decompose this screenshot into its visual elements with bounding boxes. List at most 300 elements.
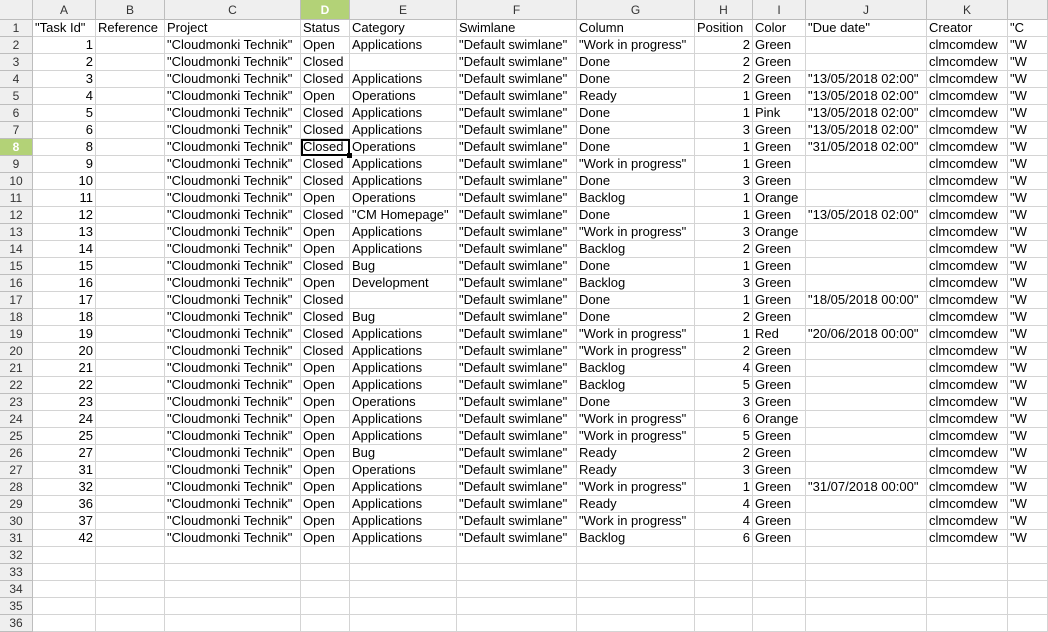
- cell-a10[interactable]: 10: [33, 173, 96, 190]
- cell-g24[interactable]: "Work in progress": [577, 411, 695, 428]
- cell-c19[interactable]: "Cloudmonki Technik": [165, 326, 301, 343]
- cell-k2[interactable]: clmcomdew: [927, 37, 1008, 54]
- cell-e6[interactable]: Applications: [350, 105, 457, 122]
- cell-g16[interactable]: Backlog: [577, 275, 695, 292]
- row-header-3[interactable]: 3: [0, 54, 33, 71]
- cell-c21[interactable]: "Cloudmonki Technik": [165, 360, 301, 377]
- cell-k26[interactable]: clmcomdew: [927, 445, 1008, 462]
- cell-h29[interactable]: 4: [695, 496, 753, 513]
- cell-f9[interactable]: "Default swimlane": [457, 156, 577, 173]
- cell-d10[interactable]: Closed: [301, 173, 350, 190]
- cell-c35[interactable]: [165, 598, 301, 615]
- cell-a20[interactable]: 20: [33, 343, 96, 360]
- cell-e28[interactable]: Applications: [350, 479, 457, 496]
- cell-i10[interactable]: Green: [753, 173, 806, 190]
- cell-f3[interactable]: "Default swimlane": [457, 54, 577, 71]
- cell-j27[interactable]: [806, 462, 927, 479]
- cell-a14[interactable]: 14: [33, 241, 96, 258]
- cell-c20[interactable]: "Cloudmonki Technik": [165, 343, 301, 360]
- cell-g31[interactable]: Backlog: [577, 530, 695, 547]
- row-header-16[interactable]: 16: [0, 275, 33, 292]
- cell-d9[interactable]: Closed: [301, 156, 350, 173]
- cell-l18[interactable]: "W: [1008, 309, 1048, 326]
- cell-l17[interactable]: "W: [1008, 292, 1048, 309]
- cell-d25[interactable]: Open: [301, 428, 350, 445]
- cell-j14[interactable]: [806, 241, 927, 258]
- cell-j18[interactable]: [806, 309, 927, 326]
- cell-h13[interactable]: 3: [695, 224, 753, 241]
- cell-i23[interactable]: Green: [753, 394, 806, 411]
- cell-c16[interactable]: "Cloudmonki Technik": [165, 275, 301, 292]
- cell-f8[interactable]: "Default swimlane": [457, 139, 577, 156]
- cell-a27[interactable]: 31: [33, 462, 96, 479]
- cell-j9[interactable]: [806, 156, 927, 173]
- cell-g12[interactable]: Done: [577, 207, 695, 224]
- cell-g30[interactable]: "Work in progress": [577, 513, 695, 530]
- cell-a3[interactable]: 2: [33, 54, 96, 71]
- cell-k20[interactable]: clmcomdew: [927, 343, 1008, 360]
- cell-i27[interactable]: Green: [753, 462, 806, 479]
- cell-g7[interactable]: Done: [577, 122, 695, 139]
- cell-j19[interactable]: "20/06/2018 00:00": [806, 326, 927, 343]
- cell-k25[interactable]: clmcomdew: [927, 428, 1008, 445]
- cell-j36[interactable]: [806, 615, 927, 632]
- cell-h22[interactable]: 5: [695, 377, 753, 394]
- cell-c12[interactable]: "Cloudmonki Technik": [165, 207, 301, 224]
- cell-h16[interactable]: 3: [695, 275, 753, 292]
- cell-c27[interactable]: "Cloudmonki Technik": [165, 462, 301, 479]
- cell-e12[interactable]: "CM Homepage": [350, 207, 457, 224]
- row-header-5[interactable]: 5: [0, 88, 33, 105]
- cell-c3[interactable]: "Cloudmonki Technik": [165, 54, 301, 71]
- cell-g6[interactable]: Done: [577, 105, 695, 122]
- cell-d3[interactable]: Closed: [301, 54, 350, 71]
- cell-l30[interactable]: "W: [1008, 513, 1048, 530]
- cell-j33[interactable]: [806, 564, 927, 581]
- cell-i13[interactable]: Orange: [753, 224, 806, 241]
- cell-h5[interactable]: 1: [695, 88, 753, 105]
- cell-j12[interactable]: "13/05/2018 02:00": [806, 207, 927, 224]
- cell-b7[interactable]: [96, 122, 165, 139]
- cell-f6[interactable]: "Default swimlane": [457, 105, 577, 122]
- cell-e30[interactable]: Applications: [350, 513, 457, 530]
- cell-b14[interactable]: [96, 241, 165, 258]
- cell-e8[interactable]: Operations: [350, 139, 457, 156]
- cell-l24[interactable]: "W: [1008, 411, 1048, 428]
- cell-j13[interactable]: [806, 224, 927, 241]
- cell-g9[interactable]: "Work in progress": [577, 156, 695, 173]
- cell-h4[interactable]: 2: [695, 71, 753, 88]
- cell-b15[interactable]: [96, 258, 165, 275]
- cell-g17[interactable]: Done: [577, 292, 695, 309]
- cell-l10[interactable]: "W: [1008, 173, 1048, 190]
- cell-b25[interactable]: [96, 428, 165, 445]
- cell-f33[interactable]: [457, 564, 577, 581]
- cell-j10[interactable]: [806, 173, 927, 190]
- cell-i2[interactable]: Green: [753, 37, 806, 54]
- cell-k33[interactable]: [927, 564, 1008, 581]
- cell-a25[interactable]: 25: [33, 428, 96, 445]
- cell-d34[interactable]: [301, 581, 350, 598]
- cell-a28[interactable]: 32: [33, 479, 96, 496]
- cell-b34[interactable]: [96, 581, 165, 598]
- cell-i9[interactable]: Green: [753, 156, 806, 173]
- cell-k17[interactable]: clmcomdew: [927, 292, 1008, 309]
- cell-b30[interactable]: [96, 513, 165, 530]
- cell-j25[interactable]: [806, 428, 927, 445]
- cell-i36[interactable]: [753, 615, 806, 632]
- cell-a2[interactable]: 1: [33, 37, 96, 54]
- cell-d5[interactable]: Open: [301, 88, 350, 105]
- cell-k9[interactable]: clmcomdew: [927, 156, 1008, 173]
- cell-d14[interactable]: Open: [301, 241, 350, 258]
- cell-d21[interactable]: Open: [301, 360, 350, 377]
- cell-k6[interactable]: clmcomdew: [927, 105, 1008, 122]
- cell-d30[interactable]: Open: [301, 513, 350, 530]
- column-header-h[interactable]: H: [695, 0, 753, 20]
- row-header-8[interactable]: 8: [0, 139, 33, 156]
- row-header-27[interactable]: 27: [0, 462, 33, 479]
- row-header-36[interactable]: 36: [0, 615, 33, 632]
- row-header-13[interactable]: 13: [0, 224, 33, 241]
- cell-g32[interactable]: [577, 547, 695, 564]
- cell-l28[interactable]: "W: [1008, 479, 1048, 496]
- cell-b16[interactable]: [96, 275, 165, 292]
- cell-e31[interactable]: Applications: [350, 530, 457, 547]
- cell-l31[interactable]: "W: [1008, 530, 1048, 547]
- cell-e25[interactable]: Applications: [350, 428, 457, 445]
- cell-i26[interactable]: Green: [753, 445, 806, 462]
- cell-f16[interactable]: "Default swimlane": [457, 275, 577, 292]
- cell-d24[interactable]: Open: [301, 411, 350, 428]
- cell-d13[interactable]: Open: [301, 224, 350, 241]
- cell-h27[interactable]: 3: [695, 462, 753, 479]
- cell-d16[interactable]: Open: [301, 275, 350, 292]
- cell-f27[interactable]: "Default swimlane": [457, 462, 577, 479]
- cell-a23[interactable]: 23: [33, 394, 96, 411]
- cell-f12[interactable]: "Default swimlane": [457, 207, 577, 224]
- cell-d23[interactable]: Open: [301, 394, 350, 411]
- row-header-9[interactable]: 9: [0, 156, 33, 173]
- cell-g4[interactable]: Done: [577, 71, 695, 88]
- cell-a8[interactable]: 8: [33, 139, 96, 156]
- cell-b32[interactable]: [96, 547, 165, 564]
- cell-h10[interactable]: 3: [695, 173, 753, 190]
- cell-d22[interactable]: Open: [301, 377, 350, 394]
- column-header-next[interactable]: [1008, 0, 1048, 20]
- cell-f25[interactable]: "Default swimlane": [457, 428, 577, 445]
- cell-g10[interactable]: Done: [577, 173, 695, 190]
- cell-e36[interactable]: [350, 615, 457, 632]
- cell-i12[interactable]: Green: [753, 207, 806, 224]
- cell-h28[interactable]: 1: [695, 479, 753, 496]
- cell-b8[interactable]: [96, 139, 165, 156]
- cell-f32[interactable]: [457, 547, 577, 564]
- cell-c29[interactable]: "Cloudmonki Technik": [165, 496, 301, 513]
- cell-i33[interactable]: [753, 564, 806, 581]
- cell-f20[interactable]: "Default swimlane": [457, 343, 577, 360]
- cell-d31[interactable]: Open: [301, 530, 350, 547]
- cell-b3[interactable]: [96, 54, 165, 71]
- column-header-g[interactable]: G: [577, 0, 695, 20]
- cell-e22[interactable]: Applications: [350, 377, 457, 394]
- cell-f17[interactable]: "Default swimlane": [457, 292, 577, 309]
- cell-c23[interactable]: "Cloudmonki Technik": [165, 394, 301, 411]
- cell-g26[interactable]: Ready: [577, 445, 695, 462]
- cell-k16[interactable]: clmcomdew: [927, 275, 1008, 292]
- cell-k7[interactable]: clmcomdew: [927, 122, 1008, 139]
- cell-l36[interactable]: [1008, 615, 1048, 632]
- cell-c18[interactable]: "Cloudmonki Technik": [165, 309, 301, 326]
- cell-g19[interactable]: "Work in progress": [577, 326, 695, 343]
- cell-g29[interactable]: Ready: [577, 496, 695, 513]
- cell-a24[interactable]: 24: [33, 411, 96, 428]
- cell-b26[interactable]: [96, 445, 165, 462]
- cell-b12[interactable]: [96, 207, 165, 224]
- cell-c13[interactable]: "Cloudmonki Technik": [165, 224, 301, 241]
- cell-i35[interactable]: [753, 598, 806, 615]
- cell-e26[interactable]: Bug: [350, 445, 457, 462]
- cell-e20[interactable]: Applications: [350, 343, 457, 360]
- cell-d6[interactable]: Closed: [301, 105, 350, 122]
- cell-d7[interactable]: Closed: [301, 122, 350, 139]
- row-header-20[interactable]: 20: [0, 343, 33, 360]
- cell-l7[interactable]: "W: [1008, 122, 1048, 139]
- cell-h25[interactable]: 5: [695, 428, 753, 445]
- cell-g36[interactable]: [577, 615, 695, 632]
- cell-d18[interactable]: Closed: [301, 309, 350, 326]
- cell-k27[interactable]: clmcomdew: [927, 462, 1008, 479]
- cell-e32[interactable]: [350, 547, 457, 564]
- cell-k4[interactable]: clmcomdew: [927, 71, 1008, 88]
- cell-a4[interactable]: 3: [33, 71, 96, 88]
- cell-e17[interactable]: [350, 292, 457, 309]
- row-header-34[interactable]: 34: [0, 581, 33, 598]
- cell-l33[interactable]: [1008, 564, 1048, 581]
- cell-l27[interactable]: "W: [1008, 462, 1048, 479]
- cell-j22[interactable]: [806, 377, 927, 394]
- cell-a32[interactable]: [33, 547, 96, 564]
- cell-a13[interactable]: 13: [33, 224, 96, 241]
- row-header-10[interactable]: 10: [0, 173, 33, 190]
- cell-k35[interactable]: [927, 598, 1008, 615]
- cell-h36[interactable]: [695, 615, 753, 632]
- cell-c9[interactable]: "Cloudmonki Technik": [165, 156, 301, 173]
- row-header-14[interactable]: 14: [0, 241, 33, 258]
- cell-e11[interactable]: Operations: [350, 190, 457, 207]
- cell-j34[interactable]: [806, 581, 927, 598]
- cell-a6[interactable]: 5: [33, 105, 96, 122]
- cell-b24[interactable]: [96, 411, 165, 428]
- row-header-28[interactable]: 28: [0, 479, 33, 496]
- row-header-2[interactable]: 2: [0, 37, 33, 54]
- cell-j28[interactable]: "31/07/2018 00:00": [806, 479, 927, 496]
- cell-d12[interactable]: Closed: [301, 207, 350, 224]
- cell-k23[interactable]: clmcomdew: [927, 394, 1008, 411]
- cell-c26[interactable]: "Cloudmonki Technik": [165, 445, 301, 462]
- cell-b36[interactable]: [96, 615, 165, 632]
- cell-e21[interactable]: Applications: [350, 360, 457, 377]
- cell-i30[interactable]: Green: [753, 513, 806, 530]
- cell-a33[interactable]: [33, 564, 96, 581]
- cell-c2[interactable]: "Cloudmonki Technik": [165, 37, 301, 54]
- cell-b27[interactable]: [96, 462, 165, 479]
- cell-k30[interactable]: clmcomdew: [927, 513, 1008, 530]
- cell-h11[interactable]: 1: [695, 190, 753, 207]
- cell-f22[interactable]: "Default swimlane": [457, 377, 577, 394]
- cell-f4[interactable]: "Default swimlane": [457, 71, 577, 88]
- cell-c17[interactable]: "Cloudmonki Technik": [165, 292, 301, 309]
- cell-b20[interactable]: [96, 343, 165, 360]
- cell-k13[interactable]: clmcomdew: [927, 224, 1008, 241]
- cell-a18[interactable]: 18: [33, 309, 96, 326]
- cell-j15[interactable]: [806, 258, 927, 275]
- cell-l6[interactable]: "W: [1008, 105, 1048, 122]
- row-header-12[interactable]: 12: [0, 207, 33, 224]
- cell-l22[interactable]: "W: [1008, 377, 1048, 394]
- cell-g5[interactable]: Ready: [577, 88, 695, 105]
- cell-b29[interactable]: [96, 496, 165, 513]
- cell-c32[interactable]: [165, 547, 301, 564]
- cell-g35[interactable]: [577, 598, 695, 615]
- cell-k5[interactable]: clmcomdew: [927, 88, 1008, 105]
- cell-e18[interactable]: Bug: [350, 309, 457, 326]
- cell-c7[interactable]: "Cloudmonki Technik": [165, 122, 301, 139]
- cell-b11[interactable]: [96, 190, 165, 207]
- cell-i28[interactable]: Green: [753, 479, 806, 496]
- cell-d33[interactable]: [301, 564, 350, 581]
- cell-c33[interactable]: [165, 564, 301, 581]
- cell-k28[interactable]: clmcomdew: [927, 479, 1008, 496]
- cell-g25[interactable]: "Work in progress": [577, 428, 695, 445]
- cell-j7[interactable]: "13/05/2018 02:00": [806, 122, 927, 139]
- cell-k31[interactable]: clmcomdew: [927, 530, 1008, 547]
- cell-c28[interactable]: "Cloudmonki Technik": [165, 479, 301, 496]
- cell-b28[interactable]: [96, 479, 165, 496]
- cell-g27[interactable]: Ready: [577, 462, 695, 479]
- cell-f14[interactable]: "Default swimlane": [457, 241, 577, 258]
- cell-f23[interactable]: "Default swimlane": [457, 394, 577, 411]
- cell-b22[interactable]: [96, 377, 165, 394]
- row-header-26[interactable]: 26: [0, 445, 33, 462]
- cell-c34[interactable]: [165, 581, 301, 598]
- cell-i17[interactable]: Green: [753, 292, 806, 309]
- cell-l26[interactable]: "W: [1008, 445, 1048, 462]
- cell-h33[interactable]: [695, 564, 753, 581]
- cell-l16[interactable]: "W: [1008, 275, 1048, 292]
- cell-i14[interactable]: Green: [753, 241, 806, 258]
- cell-i29[interactable]: Green: [753, 496, 806, 513]
- cell-h2[interactable]: 2: [695, 37, 753, 54]
- cell-l13[interactable]: "W: [1008, 224, 1048, 241]
- cell-l34[interactable]: [1008, 581, 1048, 598]
- cell-f24[interactable]: "Default swimlane": [457, 411, 577, 428]
- cell-d27[interactable]: Open: [301, 462, 350, 479]
- cell-e7[interactable]: Applications: [350, 122, 457, 139]
- cell-a35[interactable]: [33, 598, 96, 615]
- cell-h32[interactable]: [695, 547, 753, 564]
- cell-c4[interactable]: "Cloudmonki Technik": [165, 71, 301, 88]
- column-header-i[interactable]: I: [753, 0, 806, 20]
- cell-e9[interactable]: Applications: [350, 156, 457, 173]
- cell-e10[interactable]: Applications: [350, 173, 457, 190]
- cell-f1[interactable]: Swimlane: [457, 20, 577, 37]
- row-header-19[interactable]: 19: [0, 326, 33, 343]
- cell-f7[interactable]: "Default swimlane": [457, 122, 577, 139]
- cell-k21[interactable]: clmcomdew: [927, 360, 1008, 377]
- cell-f2[interactable]: "Default swimlane": [457, 37, 577, 54]
- cell-f28[interactable]: "Default swimlane": [457, 479, 577, 496]
- cell-c31[interactable]: "Cloudmonki Technik": [165, 530, 301, 547]
- cell-f10[interactable]: "Default swimlane": [457, 173, 577, 190]
- cell-i4[interactable]: Green: [753, 71, 806, 88]
- cell-g11[interactable]: Backlog: [577, 190, 695, 207]
- cell-g20[interactable]: "Work in progress": [577, 343, 695, 360]
- cell-g13[interactable]: "Work in progress": [577, 224, 695, 241]
- cell-a12[interactable]: 12: [33, 207, 96, 224]
- cell-h35[interactable]: [695, 598, 753, 615]
- cell-j6[interactable]: "13/05/2018 02:00": [806, 105, 927, 122]
- row-header-22[interactable]: 22: [0, 377, 33, 394]
- cell-g15[interactable]: Done: [577, 258, 695, 275]
- column-header-d[interactable]: D: [301, 0, 350, 20]
- cell-e14[interactable]: Applications: [350, 241, 457, 258]
- cell-i16[interactable]: Green: [753, 275, 806, 292]
- cell-d4[interactable]: Closed: [301, 71, 350, 88]
- cell-f5[interactable]: "Default swimlane": [457, 88, 577, 105]
- cell-c10[interactable]: "Cloudmonki Technik": [165, 173, 301, 190]
- cell-e34[interactable]: [350, 581, 457, 598]
- row-header-23[interactable]: 23: [0, 394, 33, 411]
- cell-c22[interactable]: "Cloudmonki Technik": [165, 377, 301, 394]
- cell-l21[interactable]: "W: [1008, 360, 1048, 377]
- cell-h30[interactable]: 4: [695, 513, 753, 530]
- row-header-18[interactable]: 18: [0, 309, 33, 326]
- cell-d19[interactable]: Closed: [301, 326, 350, 343]
- cell-e5[interactable]: Operations: [350, 88, 457, 105]
- cell-l25[interactable]: "W: [1008, 428, 1048, 445]
- cell-i3[interactable]: Green: [753, 54, 806, 71]
- cell-f29[interactable]: "Default swimlane": [457, 496, 577, 513]
- cell-c8[interactable]: "Cloudmonki Technik": [165, 139, 301, 156]
- cell-i25[interactable]: Green: [753, 428, 806, 445]
- cell-a9[interactable]: 9: [33, 156, 96, 173]
- cell-d28[interactable]: Open: [301, 479, 350, 496]
- cell-f34[interactable]: [457, 581, 577, 598]
- cell-d1[interactable]: Status: [301, 20, 350, 37]
- cell-b2[interactable]: [96, 37, 165, 54]
- cell-f11[interactable]: "Default swimlane": [457, 190, 577, 207]
- cell-b35[interactable]: [96, 598, 165, 615]
- row-header-24[interactable]: 24: [0, 411, 33, 428]
- cell-e35[interactable]: [350, 598, 457, 615]
- cell-e27[interactable]: Operations: [350, 462, 457, 479]
- cell-l3[interactable]: "W: [1008, 54, 1048, 71]
- cell-g34[interactable]: [577, 581, 695, 598]
- cell-b5[interactable]: [96, 88, 165, 105]
- cell-b10[interactable]: [96, 173, 165, 190]
- row-header-15[interactable]: 15: [0, 258, 33, 275]
- cell-a31[interactable]: 42: [33, 530, 96, 547]
- cell-h23[interactable]: 3: [695, 394, 753, 411]
- cell-j3[interactable]: [806, 54, 927, 71]
- cell-d2[interactable]: Open: [301, 37, 350, 54]
- cell-b6[interactable]: [96, 105, 165, 122]
- cell-k19[interactable]: clmcomdew: [927, 326, 1008, 343]
- cell-c11[interactable]: "Cloudmonki Technik": [165, 190, 301, 207]
- cell-l32[interactable]: [1008, 547, 1048, 564]
- cell-g22[interactable]: Backlog: [577, 377, 695, 394]
